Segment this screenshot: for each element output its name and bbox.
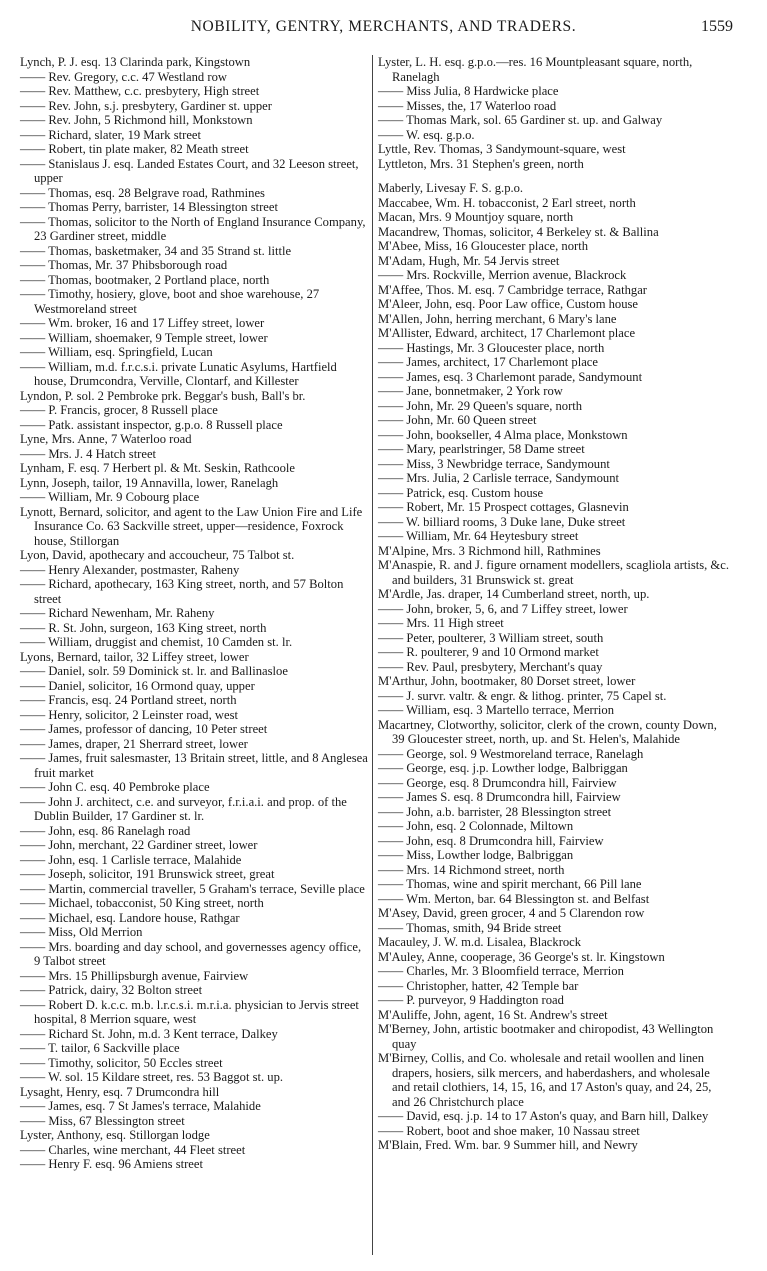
page-header [0,18,767,42]
directory-entry: —— Miss Julia, 8 Hardwicke place [378,84,559,98]
directory-entry: —— Thomas, bootmaker, 2 Portland place, north [20,272,270,287]
directory-entry: Lyster, L. H. esq. g.p.o.—res. 16 Mountpleasant square, north, Ranelagh [378,55,693,84]
directory-entry: Macandrew, Thomas, solicitor, 4 Berkeley st. & Ballina [378,224,659,239]
directory-entry: —— George, esq. j.p. Lowther lodge, Balbriggan [378,761,628,775]
directory-entry: Lyndon, P. sol. 2 Pembroke prk. Beggar's bush, Ball's br. [20,388,306,403]
directory-entry: Lyster, Anthony, esq. Stillorgan lodge [20,1128,210,1142]
directory-entry: Lyne, Mrs. Anne, 7 Waterloo road [20,432,192,446]
directory-entry: —— Miss, Lowther lodge, Balbriggan [378,848,574,862]
column-divider [372,55,373,1255]
page-number: 1559 [701,18,733,35]
section-gap [378,171,730,181]
directory-entry: —— William, shoemaker, 9 Temple street, lower [20,330,268,345]
page-title: NOBILITY, GENTRY, MERCHANTS, AND TRADERS. [190,18,577,35]
directory-entry: —— James S. esq. 8 Drumcondra hill, Fairview [378,790,621,804]
directory-entry: Lyttleton, Mrs. 31 Stephen's green, north [378,156,584,171]
directory-entry: —— Robert, boot and shoe maker, 10 Nassau street [378,1123,640,1138]
directory-entry: M'Adam, Hugh, Mr. 54 Jervis street [378,253,560,268]
directory-entry: —— Thomas, basketmaker, 34 and 35 Strand st. little [20,243,292,258]
directory-entry: Macauley, J. W. m.d. Lisalea, Blackrock [378,935,582,949]
directory-entry: —— Thomas, Mr. 37 Phibsborough road [20,258,228,272]
directory-entry: —— Christopher, hatter, 42 Temple bar [378,978,579,993]
directory-entry: M'Auliffe, John, agent, 16 St. Andrew's street [378,1007,608,1022]
directory-entry: —— J. survr. valtr. & engr. & lithog. printer, 75 Capel st. [378,688,667,703]
directory-entry: —— Charles, wine merchant, 44 Fleet street [20,1142,246,1157]
directory-entry: —— John, esq. 1 Carlisle terrace, Malahide [20,852,242,867]
directory-entry: Macartney, Clotworthy, solicitor, clerk of the crown, county Down, 39 Gloucester street, north, up. and St. Helen's, Malahide [378,717,717,746]
directory-entry: —— Richard St. John, m.d. 3 Kent terrace, Dalkey [20,1026,278,1041]
right-column-section-lyster [378,55,730,171]
directory-entry: —— John, esq. 86 Ranelagh road [20,823,191,838]
directory-entry: M'Aleer, John, esq. Poor Law office, Custom house [378,297,639,311]
directory-entry: M'Alpine, Mrs. 3 Richmond hill, Rathmines [378,543,601,558]
directory-entry: —— John C. esq. 40 Pembroke place [20,780,210,794]
directory-entry: —— Michael, tobacconist, 50 King street, north [20,896,264,910]
directory-entry: —— Daniel, solr. 59 Dominick st. lr. and Ballinasloe [20,664,288,678]
directory-entry: —— Henry, solicitor, 2 Leinster road, west [20,707,238,722]
directory-entry: —— Rev. Matthew, c.c. presbytery, High street [20,84,260,98]
directory-entry: —— Rev. Paul, presbytery, Merchant's quay [378,659,603,674]
directory-entry: —— W. sol. 15 Kildare street, res. 53 Baggot st. up. [20,1070,284,1084]
directory-entry: M'Arthur, John, bootmaker, 80 Dorset street, lower [378,674,636,688]
directory-entry: —— John J. architect, c.e. and surveyor, f.r.i.a.i. and prop. of the Dublin Builder, 17 Gardiner st. lr. [20,794,347,823]
directory-entry: —— Robert, tin plate maker, 82 Meath street [20,142,249,156]
directory-entry: —— Patrick, esq. Custom house [378,485,544,500]
directory-entry: M'Anaspie, R. and J. figure ornament modellers, scagliola artists, &c. and builders, 31 Brunswick st. great [378,558,729,587]
directory-entry: —— Thomas Perry, barrister, 14 Blessington street [20,200,278,214]
directory-entry: —— R. poulterer, 9 and 10 Ormond market [378,645,599,659]
directory-entry: —— Wm. broker, 16 and 17 Liffey street, lower [20,316,265,330]
directory-entry: Macan, Mrs. 9 Mountjoy square, north [378,210,574,224]
directory-entry: —— Henry Alexander, postmaster, Raheny [20,562,240,577]
directory-entry: Lysaght, Henry, esq. 7 Drumcondra hill [20,1084,220,1099]
directory-entry: —— George, esq. 8 Drumcondra hill, Fairview [378,775,617,790]
directory-entry: —— William, esq. 3 Martello terrace, Merrion [378,703,615,717]
directory-entry: —— Miss, 67 Blessington street [20,1113,185,1128]
directory-entry: —— Thomas, smith, 94 Bride street [378,920,562,935]
directory-entry: —— James, professor of dancing, 10 Peter street [20,722,268,736]
directory-entry: M'Berney, John, artistic bootmaker and chiropodist, 43 Wellington quay [378,1022,714,1051]
directory-entry: —— Mrs. 15 Phillipsburgh avenue, Fairview [20,968,249,983]
directory-entry: —— John, esq. 2 Colonnade, Miltown [378,819,574,833]
directory-entry: —— P. Francis, grocer, 8 Russell place [20,403,218,417]
directory-entry: —— Stanislaus J. esq. Landed Estates Court, and 32 Leeson street, upper [20,156,359,185]
directory-entry: —— Rev. Gregory, c.c. 47 Westland row [20,69,227,84]
directory-entry: —— Mrs. Rockville, Merrion avenue, Blackrock [378,268,627,282]
directory-entry: —— T. tailor, 6 Sackville place [20,1041,180,1055]
directory-entry: Lynn, Joseph, tailor, 19 Annavilla, lower, Ranelagh [20,475,279,490]
directory-entry: —— Patrick, dairy, 32 Bolton street [20,983,203,997]
directory-entry: —— Misses, the, 17 Waterloo road [378,98,557,113]
directory-entry: M'Birney, Collis, and Co. wholesale and retail woollen and linen drapers, hosiers, silk mercers, and haberdashers, and wholesale and retail clothiers, 14, 15, 16, and 17 Aston's quay, and 24, 25, and 26 Christchurch place [378,1051,712,1109]
directory-entry: Lynch, P. J. esq. 13 Clarinda park, Kingstown [20,55,251,69]
directory-entry: M'Blain, Fred. Wm. bar. 9 Summer hill, and Newry [378,1138,638,1152]
directory-entry: —— Miss, Old Merrion [20,925,143,939]
directory-entry: —— Peter, poulterer, 3 William street, south [378,630,604,645]
directory-entry: —— Miss, 3 Newbridge terrace, Sandymount [378,456,610,471]
directory-entry: —— Daniel, solicitor, 16 Ormond quay, upper [20,678,255,693]
directory-entry: Lyttle, Rev. Thomas, 3 Sandymount-square, west [378,142,626,156]
directory-entry: —— John, merchant, 22 Gardiner street, lower [20,838,258,852]
directory-entry: —— Martin, commercial traveller, 5 Graham's terrace, Seville place [20,881,365,896]
directory-entry: —— Joseph, solicitor, 191 Brunswick street, great [20,867,275,881]
directory-entry: —— Mrs. boarding and day school, and governesses agency office, 9 Talbot street [20,939,362,968]
directory-entry: —— Michael, esq. Landore house, Rathgar [20,910,240,925]
directory-entry: —— John, Mr. 29 Queen's square, north [378,398,583,413]
directory-entry: —— John, esq. 8 Drumcondra hill, Fairview [378,833,604,848]
directory-entry: —— William, Mr. 9 Cobourg place [20,490,200,504]
directory-entry: —— Jane, bonnetmaker, 2 York row [378,384,563,398]
directory-entry: Lyons, Bernard, tailor, 32 Liffey street, lower [20,649,249,664]
directory-entry: —— Rev. John, s.j. presbytery, Gardiner st. upper [20,98,272,113]
directory-entry: —— John, bookseller, 4 Alma place, Monkstown [378,427,628,442]
directory-entry: —— Thomas, wine and spirit merchant, 66 Pill lane [378,877,642,891]
directory-entry: —— W. esq. g.p.o. [378,127,475,142]
directory-entry: Lynott, Bernard, solicitor, and agent to the Law Union Fire and Life Insurance Co. 63 Sackville street, upper—residence, Foxrock house, Stillorgan [20,504,363,548]
directory-entry: —— Timothy, hosiery, glove, boot and shoe warehouse, 27 Westmoreland street [20,287,320,316]
directory-entry: —— Thomas, solicitor to the North of England Insurance Company, 23 Gardiner street, middle [20,214,366,243]
directory-entry: —— Henry F. esq. 96 Amiens street [20,1157,203,1171]
directory-entry: —— John, a.b. barrister, 28 Blessington street [378,804,612,819]
directory-entry: —— Richard, slater, 19 Mark street [20,127,202,142]
directory-entry: —— Mrs. 11 High street [378,616,504,630]
directory-entry: —— Wm. Merton, bar. 64 Blessington st. and Belfast [378,891,650,906]
directory-entry: —— P. purveyor, 9 Haddington road [378,993,564,1007]
directory-entry: —— John, Mr. 60 Queen street [378,413,537,427]
right-column-section-mac [378,181,730,1153]
directory-entry: —— R. St. John, surgeon, 163 King street, north [20,620,267,635]
directory-entry: Lyon, David, apothecary and accoucheur, 75 Talbot st. [20,548,295,562]
directory-entry: —— Richard, apothecary, 163 King street, north, and 57 Bolton street [20,577,344,606]
directory-entry: —— William, m.d. f.r.c.s.i. private Lunatic Asylums, Hartfield house, Drumcondra, Verville, Clontarf, and Killester [20,359,337,388]
directory-entry: M'Abee, Miss, 16 Gloucester place, north [378,239,589,253]
directory-entry: —— James, esq. 7 St James's terrace, Malahide [20,1099,261,1113]
directory-entry: —— Patk. assistant inspector, g.p.o. 8 Russell place [20,417,283,432]
directory-entry: M'Allen, John, herring merchant, 6 Mary's lane [378,311,617,326]
directory-entry: —— Thomas, esq. 28 Belgrave road, Rathmines [20,185,265,200]
directory-entry: —— Mrs. 14 Richmond street, north [378,862,565,877]
directory-entry: —— James, fruit salesmaster, 13 Britain street, little, and 8 Anglesea fruit market [20,751,368,780]
directory-entry: —— Robert D. k.c.c. m.b. l.r.c.s.i. m.r.i.a. physician to Jervis street hospital, 8 Merrion square, west [20,997,359,1026]
left-column [20,55,368,1172]
directory-entry: M'Auley, Anne, cooperage, 36 George's st. lr. Kingstown [378,949,665,964]
directory-entry: Lynham, F. esq. 7 Herbert pl. & Mt. Seskin, Rathcoole [20,461,295,475]
directory-entry: Maccabee, Wm. H. tobacconist, 2 Earl street, north [378,195,636,210]
directory-entry: —— W. billiard rooms, 3 Duke lane, Duke street [378,514,626,529]
directory-entry: —— William, esq. Springfield, Lucan [20,345,213,359]
directory-entry: M'Asey, David, green grocer, 4 and 5 Clarendon row [378,906,645,920]
directory-entry: —— James, architect, 17 Charlemont place [378,355,598,369]
directory-entry: —— Hastings, Mr. 3 Gloucester place, north [378,340,605,355]
directory-entry: M'Ardle, Jas. draper, 14 Cumberland street, north, up. [378,587,650,601]
directory-entry: —— Mary, pearlstringer, 58 Dame street [378,442,585,456]
directory-entry: —— Rev. John, 5 Richmond hill, Monkstown [20,113,253,127]
directory-entry: M'Affee, Thos. M. esq. 7 Cambridge terrace, Rathgar [378,282,647,297]
directory-entry: —— Mrs. J. 4 Hatch street [20,446,157,461]
directory-entry: —— James, esq. 3 Charlemont parade, Sandymount [378,369,643,384]
directory-entry: —— John, broker, 5, 6, and 7 Liffey street, lower [378,601,628,616]
directory-entry: —— Richard Newenham, Mr. Raheny [20,606,215,620]
directory-entry: —— William, druggist and chemist, 10 Camden st. lr. [20,635,293,649]
directory-entry: —— Charles, Mr. 3 Bloomfield terrace, Merrion [378,964,624,978]
directory-entry: —— William, Mr. 64 Heytesbury street [378,529,579,543]
directory-entry: —— Thomas Mark, sol. 65 Gardiner st. up. and Galway [378,113,663,127]
directory-entry: —— George, sol. 9 Westmoreland terrace, Ranelagh [378,746,644,761]
right-column [378,55,730,1153]
directory-entry: —— Robert, Mr. 15 Prospect cottages, Glasnevin [378,500,629,514]
directory-entry: —— Mrs. Julia, 2 Carlisle terrace, Sandymount [378,471,619,485]
directory-entry: —— Francis, esq. 24 Portland street, north [20,693,237,707]
directory-entry: —— Timothy, solicitor, 50 Eccles street [20,1055,223,1070]
directory-entry: —— David, esq. j.p. 14 to 17 Aston's quay, and Barn hill, Dalkey [378,1109,709,1123]
directory-entry: —— James, draper, 21 Sherrard street, lower [20,736,248,751]
directory-entry: Maberly, Livesay F. S. g.p.o. [378,181,524,195]
directory-entry: M'Allister, Edward, architect, 17 Charlemont place [378,326,636,340]
